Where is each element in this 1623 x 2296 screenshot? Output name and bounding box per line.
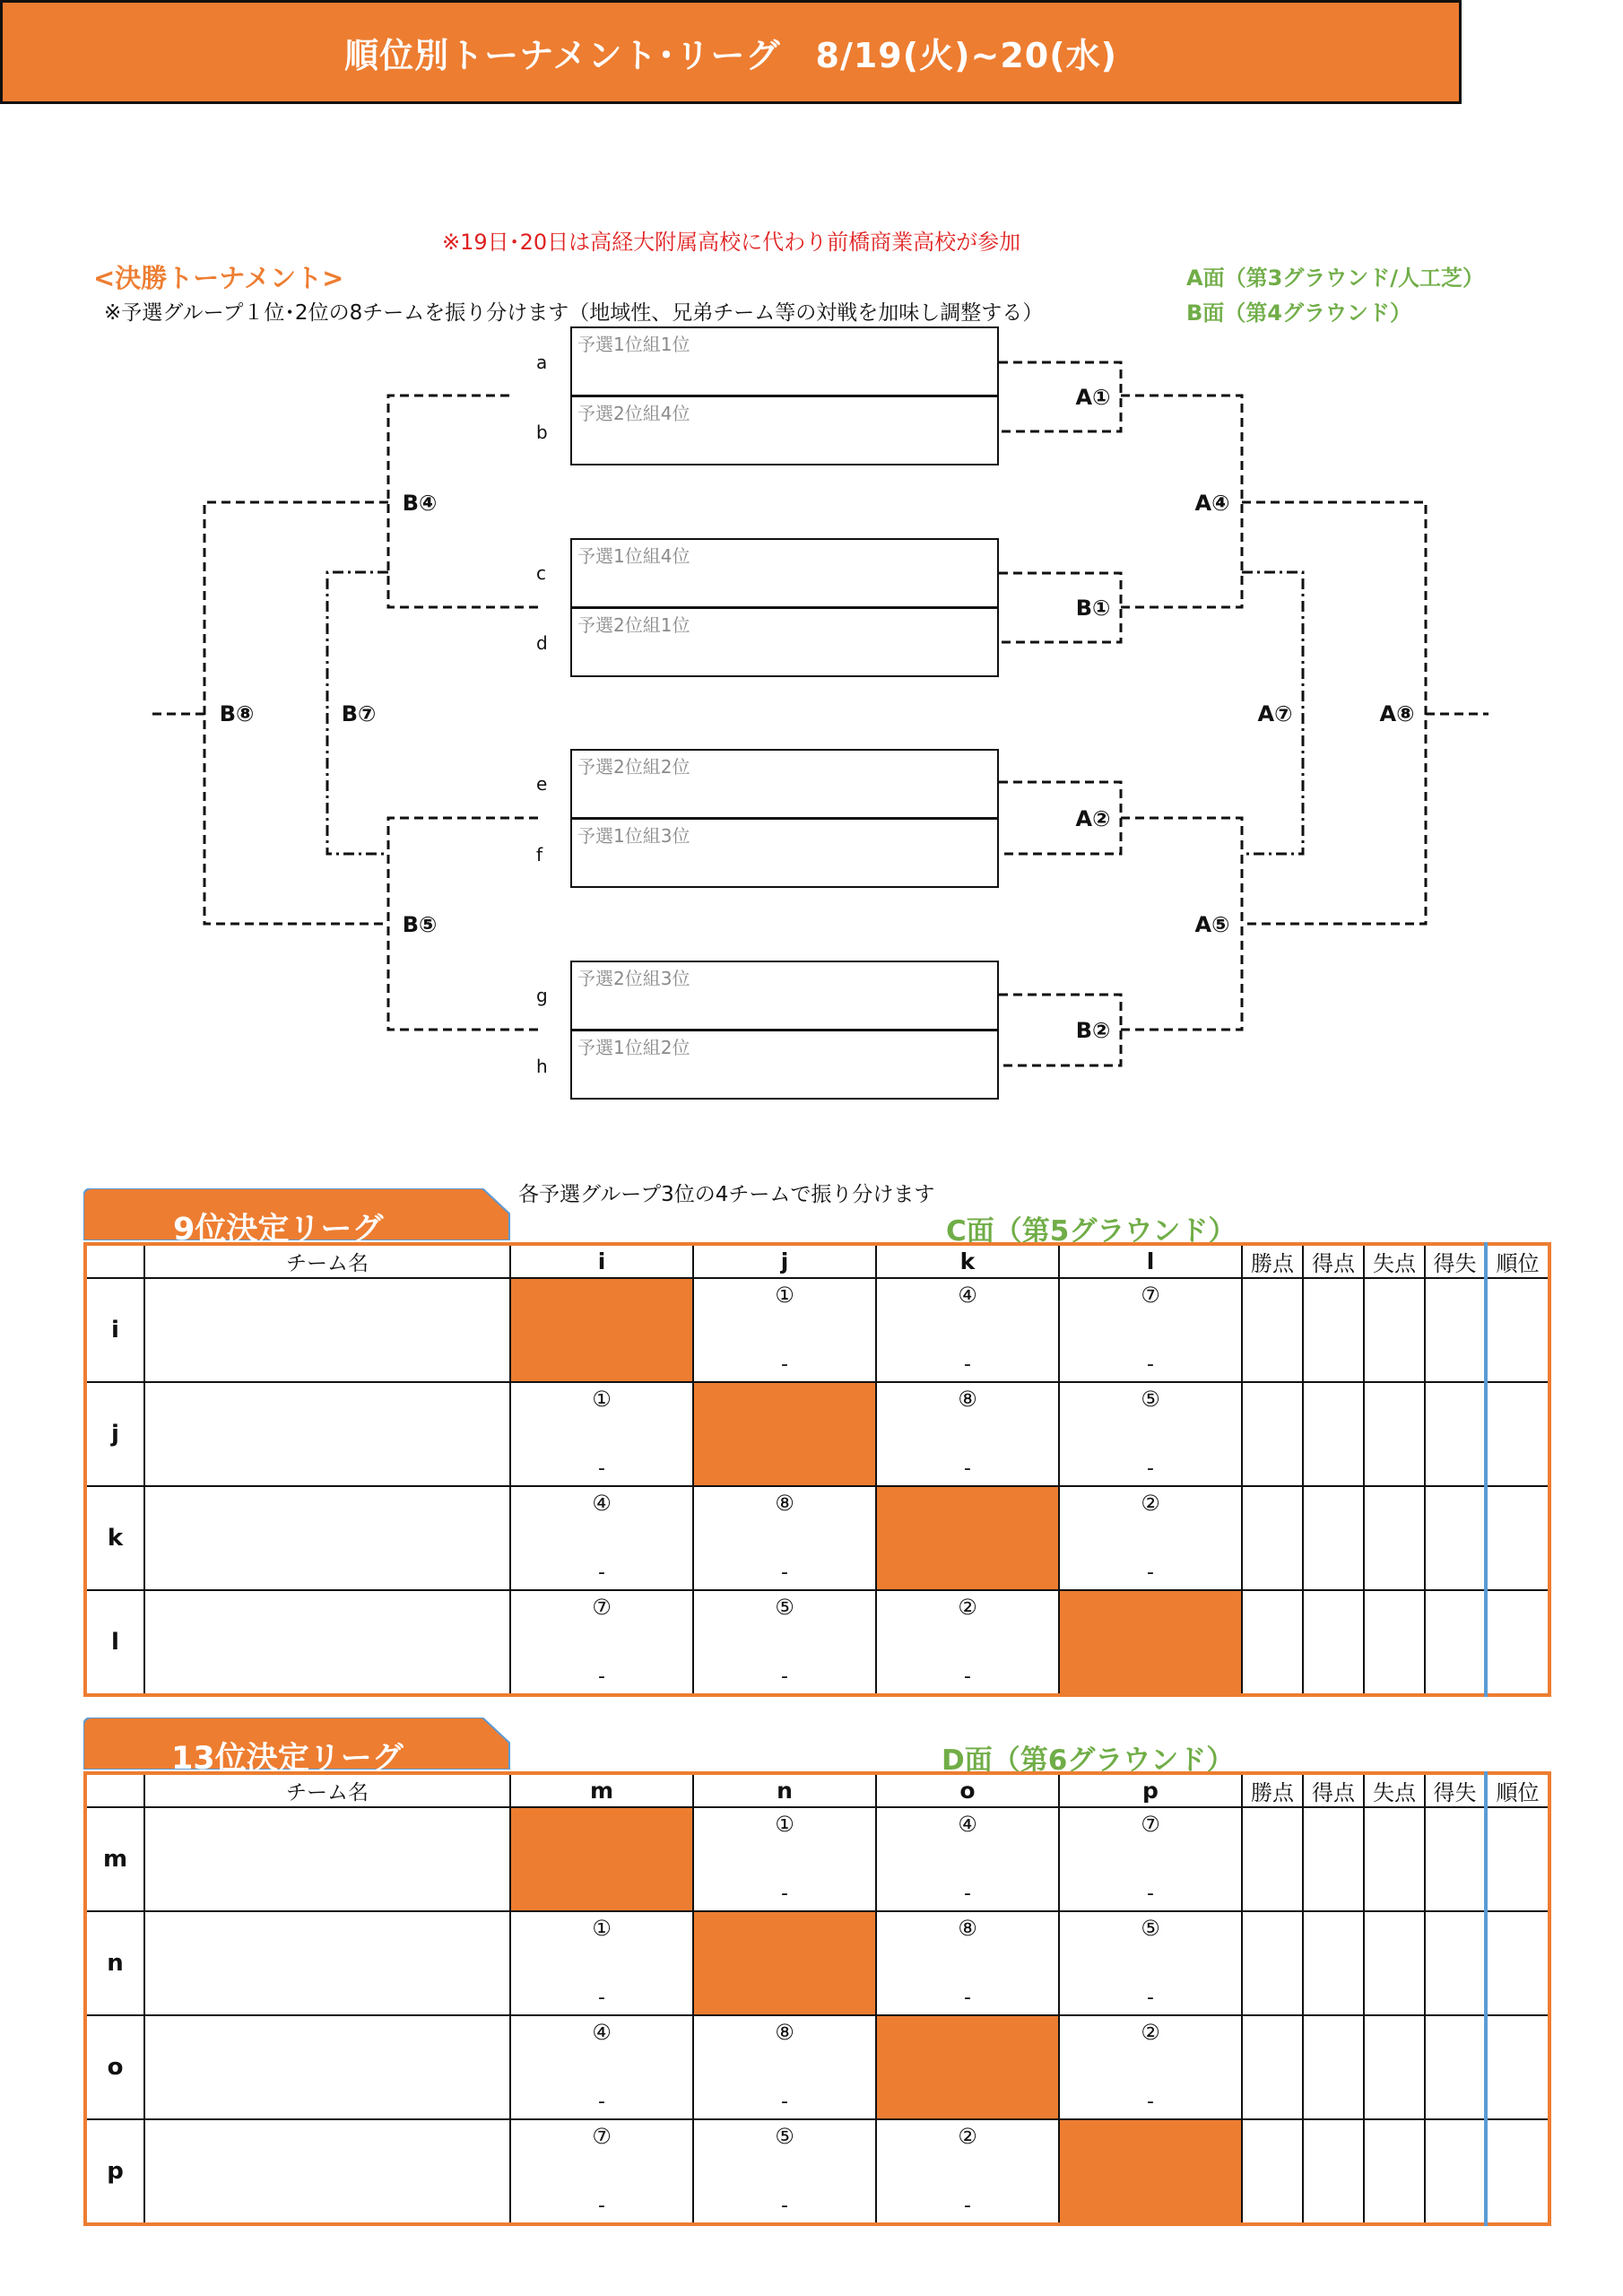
self-match-cell	[1059, 2119, 1242, 2224]
row-team-letter: j	[85, 1382, 144, 1486]
match-number: ⑦	[592, 2124, 612, 2149]
match-number: ②	[1141, 1491, 1160, 1516]
table-header-row	[85, 1244, 1549, 1278]
score-placeholder: -	[598, 2091, 605, 2113]
rank-cell[interactable]	[1486, 1486, 1549, 1590]
match-number: ②	[958, 2124, 977, 2149]
rank-cell[interactable]	[1486, 1278, 1549, 1382]
slot-letter: b	[536, 422, 548, 443]
league-13-tab	[83, 1718, 514, 1777]
stat-cell[interactable]	[1364, 1382, 1425, 1486]
stat-cell[interactable]	[1364, 1911, 1425, 2015]
team-name-cell[interactable]	[144, 1911, 510, 2015]
rank-cell[interactable]	[1486, 1807, 1549, 1911]
slot-letter: h	[536, 1056, 548, 1077]
self-match-cell	[510, 1278, 693, 1382]
slot-letter: e	[536, 773, 548, 795]
score-placeholder: -	[964, 1457, 971, 1480]
match-label-a2: A②	[1075, 806, 1111, 831]
match-cell[interactable]	[693, 1590, 876, 1695]
col-team-header: n	[693, 1773, 876, 1807]
score-placeholder: -	[781, 2195, 788, 2217]
self-match-cell	[510, 1807, 693, 1911]
score-placeholder: -	[781, 1883, 788, 1905]
match-number: ⑧	[775, 2020, 794, 2045]
match-number: ⑦	[1141, 1283, 1160, 1308]
final-tournament-heading: <決勝トーナメント>	[93, 263, 344, 293]
match-number: ⑦	[592, 1595, 612, 1620]
table-row	[85, 1278, 1549, 1382]
league-9-tab	[83, 1188, 514, 1248]
league-9-table	[83, 1242, 1551, 1697]
bracket-slot	[570, 1030, 999, 1100]
stat-cell[interactable]	[1303, 1278, 1364, 1382]
stat-cell[interactable]	[1303, 2119, 1364, 2224]
match-number: ⑧	[958, 1916, 977, 1941]
stat-cell[interactable]	[1425, 1807, 1486, 1911]
match-cell[interactable]	[693, 2119, 876, 2224]
stat-cell[interactable]	[1425, 2119, 1486, 2224]
match-number: ⑦	[1141, 1812, 1160, 1837]
stat-cell[interactable]	[1303, 1911, 1364, 2015]
match-cell[interactable]	[1059, 1278, 1242, 1382]
stat-cell[interactable]	[1364, 1486, 1425, 1590]
match-label-b5: B⑤	[402, 912, 438, 937]
match-cell[interactable]	[1059, 1382, 1242, 1486]
match-cell[interactable]	[510, 2015, 693, 2119]
match-label-a4: A④	[1194, 491, 1230, 516]
slot-letter: g	[536, 985, 548, 1006]
stat-cell[interactable]	[1425, 1486, 1486, 1590]
rank-cell[interactable]	[1486, 2015, 1549, 2119]
corner-cell	[85, 1773, 144, 1807]
table-header-row	[85, 1773, 1549, 1807]
self-match-cell	[693, 1911, 876, 2015]
score-placeholder: -	[598, 1987, 605, 2009]
stat-header-goals-against: 失点	[1364, 1773, 1425, 1807]
stat-cell[interactable]	[1425, 1278, 1486, 1382]
stat-cell[interactable]	[1364, 1278, 1425, 1382]
final-tournament-description: ※予選グループ１位･2位の8チームを振り分けます（地域性、兄弟チーム等の対戦を加味し調整する）	[104, 301, 1044, 325]
slot-letter: d	[536, 632, 548, 654]
team-name-cell[interactable]	[144, 1590, 510, 1695]
team-name-cell[interactable]	[144, 1486, 510, 1590]
score-placeholder: -	[1147, 1987, 1154, 2009]
stat-header-goal-diff: 得失	[1425, 1773, 1486, 1807]
match-number: ⑤	[775, 2124, 794, 2149]
col-team-header: k	[876, 1244, 1059, 1278]
slot-seed: 予選1位組2位	[577, 1037, 690, 1058]
self-match-cell	[693, 1382, 876, 1486]
rank-cell[interactable]	[1486, 2119, 1549, 2224]
match-number: ⑤	[775, 1595, 794, 1620]
row-team-letter: l	[85, 1590, 144, 1695]
match-number: ①	[592, 1916, 612, 1941]
stat-cell[interactable]	[1364, 1807, 1425, 1911]
col-team-header: o	[876, 1773, 1059, 1807]
team-name-cell[interactable]	[144, 2119, 510, 2224]
participation-notice: ※19日･20日は高経大附属高校に代わり前橋商業高校が参加	[442, 230, 1021, 255]
stat-cell[interactable]	[1303, 1807, 1364, 1911]
stat-cell[interactable]	[1303, 1486, 1364, 1590]
score-placeholder: -	[1147, 2091, 1154, 2113]
team-name-header: チーム名	[144, 1773, 510, 1807]
score-placeholder: -	[781, 2091, 788, 2113]
stat-cell[interactable]	[1364, 2015, 1425, 2119]
match-cell[interactable]	[693, 2015, 876, 2119]
stat-cell[interactable]	[1242, 2015, 1303, 2119]
match-label-a8: A⑧	[1379, 701, 1415, 726]
score-placeholder: -	[964, 2195, 971, 2217]
match-cell[interactable]	[510, 1911, 693, 2015]
stat-cell[interactable]	[1364, 1590, 1425, 1695]
col-team-header: l	[1059, 1244, 1242, 1278]
match-label-b7: B⑦	[341, 701, 377, 726]
stat-cell[interactable]	[1425, 1911, 1486, 2015]
match-label-a5: A⑤	[1194, 912, 1230, 937]
score-placeholder: -	[781, 1665, 788, 1688]
row-team-letter: o	[85, 2015, 144, 2119]
match-cell[interactable]	[876, 1590, 1059, 1695]
match-cell[interactable]	[510, 1590, 693, 1695]
stat-cell[interactable]	[1425, 1590, 1486, 1695]
stat-cell[interactable]	[1303, 1382, 1364, 1486]
slot-seed: 予選2位組2位	[577, 756, 690, 778]
score-placeholder: -	[781, 1561, 788, 1584]
slot-letter: f	[536, 844, 543, 865]
match-cell[interactable]	[1059, 1911, 1242, 2015]
score-placeholder: -	[781, 1353, 788, 1376]
slot-seed: 予選1位組4位	[577, 545, 690, 567]
match-cell[interactable]	[876, 1807, 1059, 1911]
table-row	[85, 1590, 1549, 1695]
stat-cell[interactable]	[1242, 1382, 1303, 1486]
self-match-cell	[1059, 1590, 1242, 1695]
match-number: ②	[958, 1595, 977, 1620]
match-number: ⑤	[1141, 1387, 1160, 1412]
stat-cell[interactable]	[1242, 1911, 1303, 2015]
league-13-title: 13位決定リーグ	[171, 1741, 404, 1777]
col-team-header: j	[693, 1244, 876, 1278]
stat-header-goal-diff: 得失	[1425, 1244, 1486, 1278]
match-cell[interactable]	[876, 1278, 1059, 1382]
match-number: ②	[1141, 2020, 1160, 2045]
match-cell[interactable]	[876, 2119, 1059, 2224]
match-cell[interactable]	[1059, 2015, 1242, 2119]
stat-header-points: 勝点	[1242, 1773, 1303, 1807]
bracket-slot	[570, 326, 999, 396]
row-team-letter: k	[85, 1486, 144, 1590]
league-9-title: 9位決定リーグ	[173, 1212, 384, 1248]
bracket-slot	[570, 818, 999, 888]
match-number: ①	[592, 1387, 612, 1412]
table-row	[85, 1486, 1549, 1590]
match-cell[interactable]	[693, 1486, 876, 1590]
court-b-label: B面（第4グラウンド）	[1186, 300, 1411, 326]
stat-cell[interactable]	[1303, 1590, 1364, 1695]
table-row	[85, 1911, 1549, 2015]
slot-seed: 予選2位組4位	[577, 403, 690, 424]
score-placeholder: -	[598, 1457, 605, 1480]
table-row	[85, 1382, 1549, 1486]
score-placeholder: -	[1147, 1353, 1154, 1376]
match-cell[interactable]	[510, 1486, 693, 1590]
stat-cell[interactable]	[1242, 1278, 1303, 1382]
match-number: ①	[775, 1283, 794, 1308]
match-cell[interactable]	[1059, 1486, 1242, 1590]
league-9-intro: 各予選グループ3位の4チームで振り分けます	[518, 1183, 935, 1206]
stat-header-rank: 順位	[1486, 1773, 1549, 1807]
stat-cell[interactable]	[1242, 1807, 1303, 1911]
bracket-slot	[570, 961, 999, 1031]
court-a-label: A面（第3グラウンド/人工芝）	[1186, 265, 1485, 291]
match-cell[interactable]	[510, 2119, 693, 2224]
self-match-cell	[876, 2015, 1059, 2119]
match-label-a1: A①	[1075, 385, 1111, 410]
row-team-letter: m	[85, 1807, 144, 1911]
match-number: ⑧	[958, 1387, 977, 1412]
match-number: ⑧	[775, 1491, 794, 1516]
score-placeholder: -	[1147, 1561, 1154, 1584]
page-title: 順位別トーナメント･リーグ 8/19(火)~20(水)	[344, 35, 1117, 75]
bracket-slot	[570, 749, 999, 819]
score-placeholder: -	[964, 1883, 971, 1905]
match-label-b4: B④	[402, 491, 438, 516]
score-placeholder: -	[598, 1561, 605, 1584]
match-cell[interactable]	[693, 1278, 876, 1382]
match-number: ④	[958, 1283, 977, 1308]
match-cell[interactable]	[693, 1807, 876, 1911]
bracket-slot	[570, 607, 999, 677]
league-13-table	[83, 1771, 1551, 2226]
stat-header-rank: 順位	[1486, 1244, 1549, 1278]
league-9-court: C面（第5グラウンド）	[946, 1215, 1237, 1248]
match-number: ④	[958, 1812, 977, 1837]
team-name-cell[interactable]	[144, 1382, 510, 1486]
rank-cell[interactable]	[1486, 1382, 1549, 1486]
stat-header-points: 勝点	[1242, 1244, 1303, 1278]
score-placeholder: -	[964, 1353, 971, 1376]
match-cell[interactable]	[876, 1382, 1059, 1486]
row-team-letter: i	[85, 1278, 144, 1382]
score-placeholder: -	[598, 2195, 605, 2217]
match-number: ④	[592, 1491, 612, 1516]
match-label-b2: B②	[1075, 1018, 1111, 1043]
team-name-cell[interactable]	[144, 1807, 510, 1911]
league-13-court: D面（第6グラウンド）	[942, 1744, 1235, 1777]
match-label-b8: B⑧	[219, 701, 255, 726]
match-label-a7: A⑦	[1257, 701, 1293, 726]
stat-cell[interactable]	[1364, 2119, 1425, 2224]
row-team-letter: p	[85, 2119, 144, 2224]
match-cell[interactable]	[876, 1911, 1059, 2015]
match-number: ④	[592, 2020, 612, 2045]
bracket-slot	[570, 396, 999, 465]
match-number: ⑤	[1141, 1916, 1160, 1941]
score-placeholder: -	[964, 1665, 971, 1688]
self-match-cell	[876, 1486, 1059, 1590]
slot-seed: 予選2位組1位	[577, 614, 690, 636]
stat-cell[interactable]	[1242, 1590, 1303, 1695]
table-row	[85, 2015, 1549, 2119]
bracket-slot	[570, 538, 999, 608]
match-cell[interactable]	[510, 1382, 693, 1486]
stat-cell[interactable]	[1242, 2119, 1303, 2224]
col-team-header: p	[1059, 1773, 1242, 1807]
row-team-letter: n	[85, 1911, 144, 2015]
table-row	[85, 2119, 1549, 2224]
score-placeholder: -	[598, 1665, 605, 1688]
col-team-header: m	[510, 1773, 693, 1807]
score-placeholder: -	[1147, 1457, 1154, 1480]
match-cell[interactable]	[1059, 1807, 1242, 1911]
match-label-b1: B①	[1075, 596, 1111, 621]
slot-letter: c	[536, 562, 546, 584]
slot-seed: 予選1位組1位	[577, 334, 690, 355]
stat-cell[interactable]	[1425, 2015, 1486, 2119]
rank-cell[interactable]	[1486, 1911, 1549, 2015]
stat-header-goals-against: 失点	[1364, 1244, 1425, 1278]
stat-header-goals-for: 得点	[1303, 1244, 1364, 1278]
team-name-header: チーム名	[144, 1244, 510, 1278]
corner-cell	[85, 1244, 144, 1278]
slot-letter: a	[536, 352, 548, 373]
slot-seed: 予選1位組3位	[577, 825, 690, 847]
slot-seed: 予選2位組3位	[577, 968, 690, 989]
stat-cell[interactable]	[1303, 2015, 1364, 2119]
table-row	[85, 1807, 1549, 1911]
score-placeholder: -	[964, 1987, 971, 2009]
stat-header-goals-for: 得点	[1303, 1773, 1364, 1807]
col-team-header: i	[510, 1244, 693, 1278]
stat-cell[interactable]	[1425, 1382, 1486, 1486]
stat-cell[interactable]	[1242, 1486, 1303, 1590]
team-name-cell[interactable]	[144, 2015, 510, 2119]
rank-cell[interactable]	[1486, 1590, 1549, 1695]
score-placeholder: -	[1147, 1883, 1154, 1905]
match-number: ①	[775, 1812, 794, 1837]
team-name-cell[interactable]	[144, 1278, 510, 1382]
